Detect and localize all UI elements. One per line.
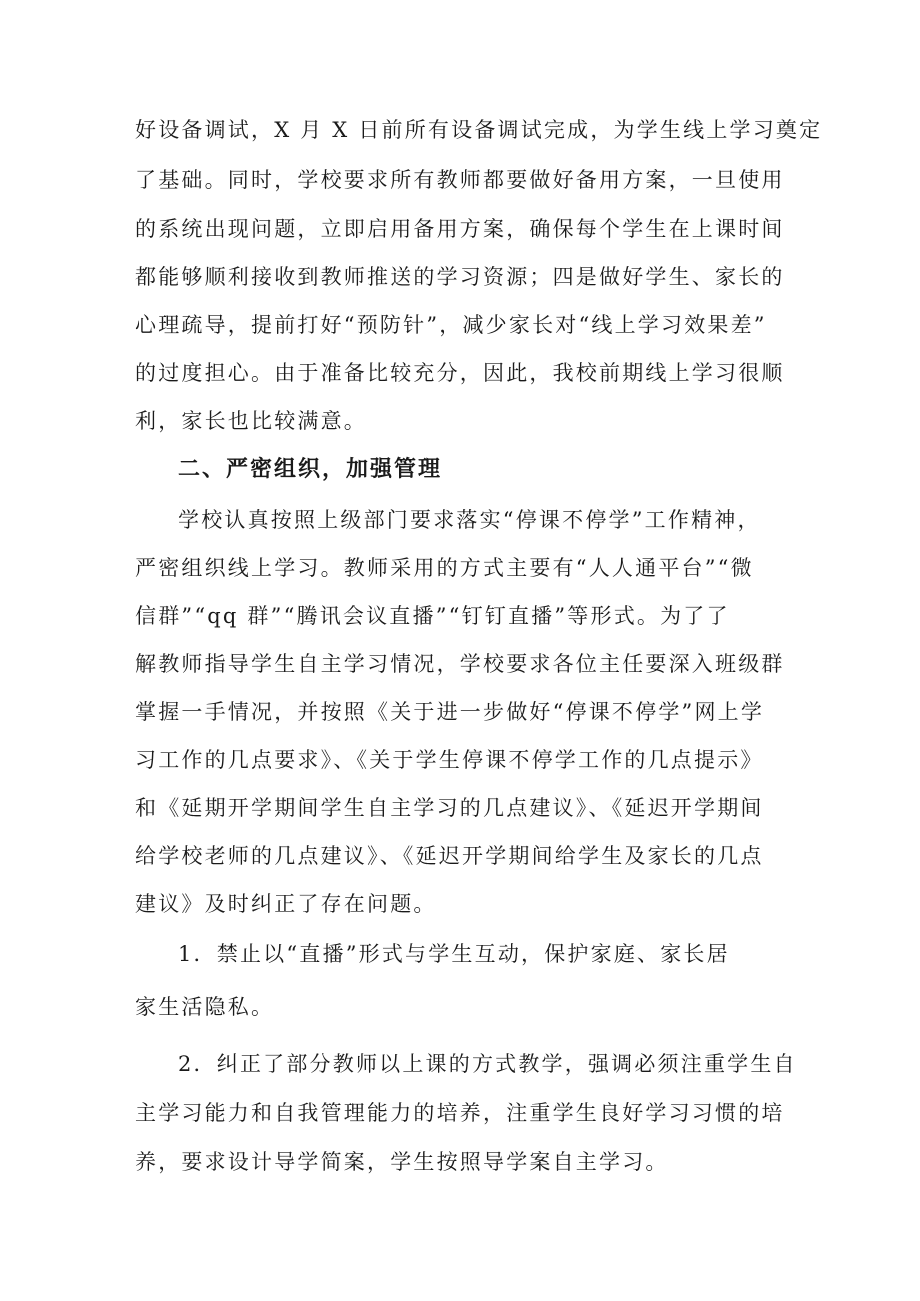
list-item-line: 主学习能力和自我管理能力的培养，注重学生良好学习习惯的培 [135,1101,785,1125]
paragraph-line: 都能够顺利接收到教师推送的学习资源；四是做好学生、家长的 [135,265,785,289]
paragraph-line: 利，家长也比较满意。 [135,409,367,433]
paragraph-line: 信群”“qq 群”“腾讯会议直播”“钉钉直播”等形式。为了了 [135,604,730,628]
list-item-line: 养，要求设计导学简案，学生按照导学案自主学习。 [135,1150,669,1174]
paragraph-line: 的过度担心。由于准备比较充分，因此，我校前期线上学习很顺 [135,361,785,385]
section-heading: 二、严密组织，加强管理 [178,457,443,482]
paragraph-line: 建议》及时纠正了存在问题。 [135,892,437,916]
paragraph-line: 心理疏导，提前打好“预防针”，减少家长对“线上学习效果差” [135,313,767,337]
paragraph-line: 习工作的几点要求》、《关于学生停课不停学工作的几点提示》 [135,748,764,772]
paragraph-line: 好设备调试，X 月 X 日前所有设备调试完成，为学生线上学习奠定 [135,118,823,142]
paragraph-line: 和《延期开学期间学生自主学习的几点建议》、《延迟开学期间 [135,796,764,820]
paragraph-line: 了基础。同时，学校要求所有教师都要做好备用方案，一旦使用 [135,168,785,192]
paragraph-line: 的系统出现问题，立即启用备用方案，确保每个学生在上课时间 [135,217,785,241]
list-item-line: 家生活隐私。 [135,995,275,1019]
list-item-line: 2．纠正了部分教师以上课的方式教学，强调必须注重学生自 [178,1052,797,1076]
paragraph-line: 学校认真按照上级部门要求落实“停课不停学”工作精神， [178,508,761,532]
paragraph-line: 给学校老师的几点建议》、《延迟开学期间给学生及家长的几点 [135,844,764,868]
paragraph-line: 掌握一手情况，并按照《关于进一步做好“停课不停学”网上学 [135,700,765,724]
paragraph-line: 严密组织线上学习。教师采用的方式主要有“人人通平台”“微 [135,556,754,580]
list-item-line: 1．禁止以“直播”形式与学生互动，保护家庭、家长居 [178,942,730,966]
paragraph-line: 解教师指导学生自主学习情况，学校要求各位主任要深入班级群 [135,652,785,676]
